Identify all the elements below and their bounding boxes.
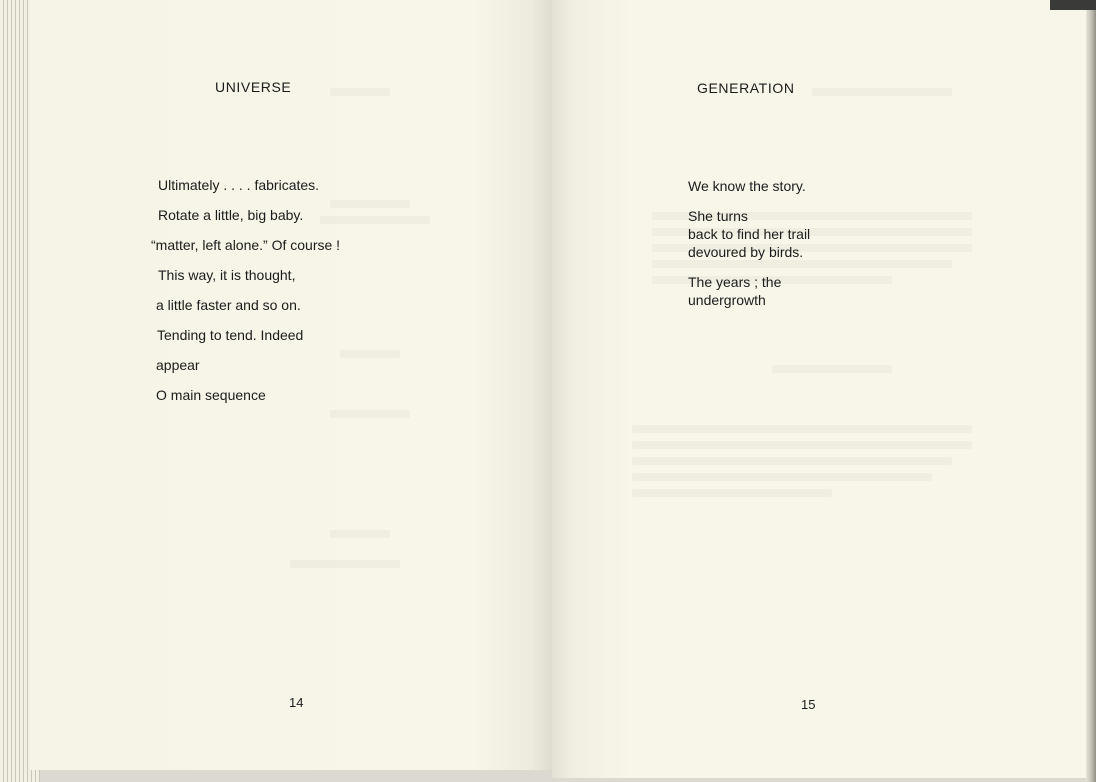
- poem-line: We know the story.: [688, 178, 806, 194]
- poem-line: The years ; the: [688, 274, 782, 290]
- poem-line: a little faster and so on.: [156, 297, 301, 313]
- show-through: [330, 530, 390, 538]
- poem-line: devoured by birds.: [688, 244, 804, 260]
- cover-corner: [1050, 0, 1096, 10]
- page-number: 14: [289, 695, 304, 710]
- show-through: [632, 457, 952, 465]
- show-through: [812, 88, 952, 96]
- show-through: [330, 410, 410, 418]
- page-edge-right: [1086, 0, 1096, 782]
- show-through: [652, 260, 952, 268]
- running-head: GENERATION: [697, 80, 795, 96]
- show-through: [330, 88, 390, 96]
- poem-line: “matter, left alone.” Of course !: [151, 237, 341, 253]
- show-through: [340, 350, 400, 358]
- show-through: [632, 441, 972, 449]
- show-through: [320, 216, 430, 224]
- poem-line: She turns: [688, 208, 748, 224]
- show-through: [632, 425, 972, 433]
- right-page: [552, 0, 1086, 778]
- poem-line: Rotate a little, big baby.: [158, 207, 304, 223]
- show-through: [290, 560, 400, 568]
- poem-line: Tending to tend. Indeed: [157, 327, 304, 343]
- show-through: [772, 365, 892, 373]
- poem-line: undergrowth: [688, 292, 766, 308]
- page-number: 15: [801, 697, 816, 712]
- poem-line: O main sequence: [156, 387, 266, 403]
- show-through: [330, 200, 410, 208]
- poem-line: This way, it is thought,: [158, 267, 296, 283]
- poem-line: Ultimately . . . . fabricates.: [158, 177, 320, 193]
- show-through: [632, 473, 932, 481]
- running-head: UNIVERSE: [215, 79, 292, 95]
- poem-line: back to find her trail: [688, 226, 811, 242]
- poem-line: appear: [156, 357, 200, 373]
- show-through: [632, 489, 832, 497]
- left-page: [30, 0, 553, 770]
